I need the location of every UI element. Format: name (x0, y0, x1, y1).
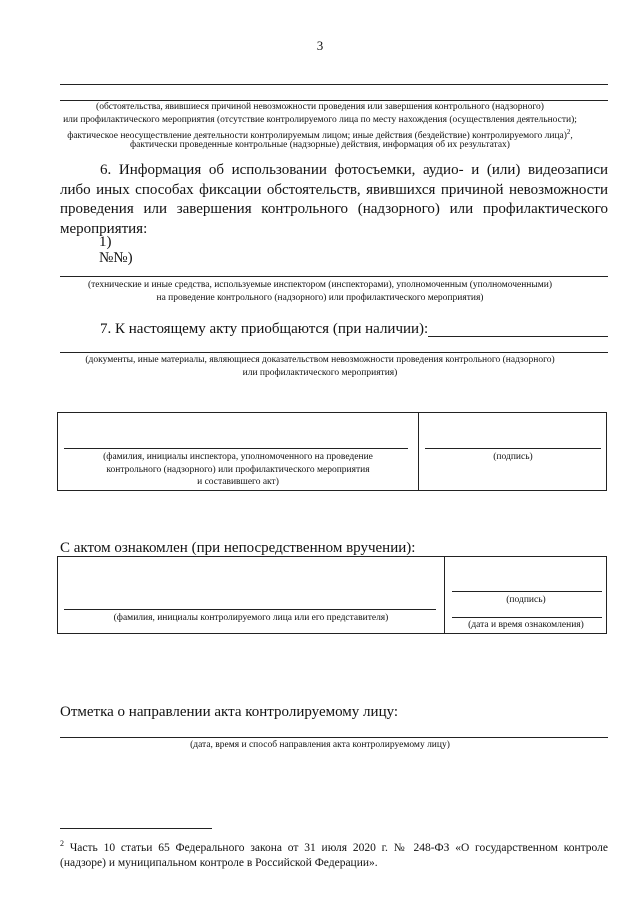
circumstances-caption-3-comma: , (570, 131, 573, 142)
section7-caption-1: (документы, иные материалы, являющиеся доказательством невозможности проведения контрольного (надзорного) (85, 355, 555, 365)
circumstances-caption-1: (обстоятельства, явившиеся причиной невозможности проведения или завершения контрольного (надзорного) (96, 102, 544, 112)
section6-caption-2: на проведение контрольного (надзорного) или профилактического мероприятия) (156, 292, 484, 303)
circumstances-caption-3-text: фактическое неосуществление деятельности контролируемым лицом; иные действия (бездействие) контролируемого лица) (67, 131, 567, 142)
acquaintance-heading: С актом ознакомлен (при непосредственном вручении): (60, 540, 416, 556)
footnote-line-1 (60, 836, 608, 856)
inspector-name-line (64, 448, 408, 449)
acquaintance-name-line (64, 609, 436, 610)
sending-mark-caption: (дата, время и способ направления акта контролируемому лицу) (190, 740, 450, 750)
acquaintance-signature-caption: (подпись) (506, 595, 546, 605)
inspector-name-caption-3: и составившего акт) (197, 477, 279, 487)
inspector-name-caption-1: (фамилия, инициалы инспектора, уполномоченного на проведение (103, 452, 373, 462)
section6-heading (60, 161, 608, 239)
section6-item-1: 1) (99, 234, 112, 250)
circumstances-line-top (60, 84, 608, 85)
section6-heading-line4: мероприятия: (60, 220, 148, 237)
circumstances-caption-4: фактически проведенные контрольные (надзорные) действия, информация об их результатах) (130, 139, 510, 150)
inspector-name-caption-2: контрольного (надзорного) или профилактического мероприятия (106, 464, 370, 475)
acquaintance-date-line (452, 617, 602, 618)
page-number: 3 (316, 38, 324, 53)
footnote-line-2: (надзоре) и муниципальном контроле в Российской Федерации». (60, 856, 378, 869)
section7-heading: 7. К настоящему акту приобщаются (при наличии): (100, 321, 429, 337)
section6-line (60, 276, 608, 277)
circumstances-caption-2: или профилактического мероприятия (отсутствие контролируемого лица по месту нахождения (осуществления деятельности); (63, 114, 577, 125)
section6-heading-line3: проведения или завершения контрольного (надзорного) или профилактического (60, 201, 608, 217)
footnote (60, 836, 608, 871)
section7-caption-2: или профилактического мероприятия) (242, 367, 398, 378)
acquaintance-signature-line (452, 591, 602, 592)
section6-heading-line1: 6. Информация об использовании фотосъемки, аудио- и (или) видеозаписи (100, 162, 608, 178)
footnote-marker: 2 (60, 839, 64, 848)
acquaintance-date-caption: (дата и время ознакомления) (468, 620, 584, 630)
inspector-name-caption (58, 451, 418, 489)
section6-caption-1: (технические и иные средства, используемые инспектором (инспекторами), уполномоченным (уполномоченными) (87, 280, 553, 290)
section6-heading-line2: либо иных способах фиксации обстоятельств, явившихся причиной невозможности (60, 181, 608, 198)
footnote-separator (60, 828, 212, 829)
sending-mark-heading: Отметка о направлении акта контролируемому лицу: (60, 704, 399, 720)
acquaintance-name-caption: (фамилия, инициалы контролируемого лица или его представителя) (113, 613, 389, 623)
section6-item-2: №№) (99, 250, 133, 266)
inspector-signature-caption: (подпись) (493, 452, 533, 462)
section7-line (60, 352, 608, 353)
inspector-signature-line (425, 448, 601, 449)
sending-mark-line (60, 737, 608, 738)
section7-heading-fill-line (428, 336, 608, 337)
footnote-ref-2: 2 (566, 128, 571, 136)
footnote-text-1: Часть 10 статьи 65 Федерального закона от 31 июля 2020 г. № 248-ФЗ «О государственном контроле (69, 841, 608, 854)
